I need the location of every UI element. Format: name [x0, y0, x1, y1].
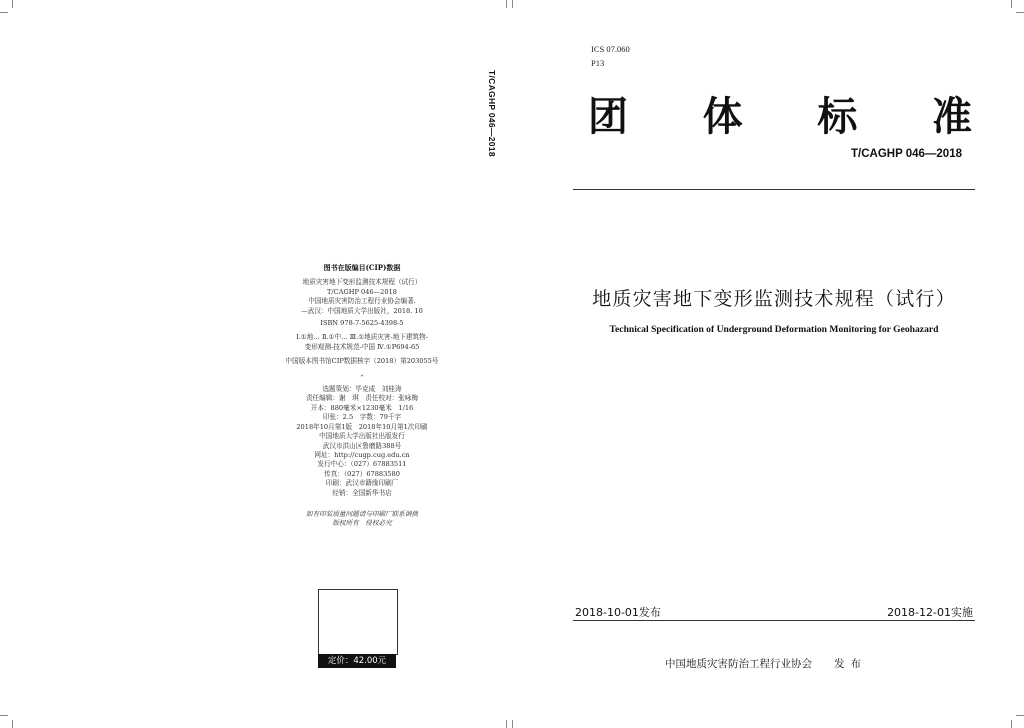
- barcode-placeholder: [318, 589, 398, 655]
- crop-mark: [506, 720, 507, 728]
- category-char: 标: [817, 93, 858, 140]
- document-title-zh: 地质灾害地下变形监测技术规程（试行）: [592, 288, 956, 310]
- cip-separator: *: [360, 373, 364, 380]
- publish-action: 发布: [834, 658, 867, 670]
- credit-line: 发行中心：（027）67883511: [317, 460, 407, 469]
- credit-line: 中国地质大学出版社出版发行: [319, 432, 405, 441]
- footer-divider: [573, 620, 975, 621]
- notice-line: 版权所有 侵权必究: [332, 519, 392, 528]
- standard-number: T/CAGHP 046—2018: [850, 148, 962, 160]
- price-label: 定价：42.00元: [318, 654, 396, 668]
- crop-mark: [512, 0, 513, 8]
- classification-codes: [591, 42, 630, 70]
- crop-mark: [1016, 12, 1024, 13]
- crop-mark: [1016, 715, 1024, 716]
- credit-line: 选题策划：毕克成 刘桂涛: [322, 385, 402, 394]
- credit-line: 开本：880毫米×1230毫米 1/16: [310, 403, 414, 412]
- publisher-line: [665, 656, 867, 671]
- cip-line: 中国版本图书馆CIP数据核字（2018）第203055号: [285, 357, 439, 366]
- credit-line: 武汉市洪山区鲁磨路388号: [322, 441, 402, 450]
- credit-line: 2018年10月第1版 2018年10月第1次印刷: [296, 422, 428, 431]
- publisher-name: 中国地质灾害防治工程行业协会: [665, 658, 812, 670]
- cip-line: 中国地质灾害防治工程行业协会编著.: [308, 297, 416, 306]
- cip-line: ISBN 978-7-5625-4398-5: [320, 319, 404, 328]
- crop-mark: [12, 720, 13, 728]
- release-date: 2018-10-01发布: [575, 606, 661, 619]
- credit-line: 印张：2.5 字数：79千字: [322, 413, 402, 422]
- credit-line: 责任编辑：谢 琪 责任校对：张咏梅: [305, 394, 419, 403]
- ics-code: ICS 07.060: [591, 44, 630, 54]
- cip-line: 变形观测-技术规范-中国 Ⅳ.①P694-65: [304, 342, 420, 351]
- cip-line: —武汉：中国地质大学出版社，2018. 10: [301, 306, 423, 315]
- category-char: 体: [702, 93, 743, 140]
- crop-mark: [0, 715, 8, 716]
- notice-line: 如有印装质量问题请与印刷厂联系调换: [305, 509, 419, 518]
- crop-mark: [12, 0, 13, 8]
- credit-line: 网址：http://cugp.cug.edu.cn: [314, 450, 410, 459]
- credit-line: 印刷：武汉市籍缘印刷厂: [325, 479, 399, 488]
- crop-mark: [0, 12, 8, 13]
- ccs-code: P13: [591, 58, 605, 68]
- cip-line: Ⅰ.①地… Ⅱ.①中… Ⅲ.①地质灾害-地下建筑物-: [296, 333, 428, 342]
- credit-line: 经销：全国新华书店: [332, 488, 392, 497]
- credit-line: 传真：（027）67883580: [324, 469, 400, 478]
- standard-category-heading: [588, 88, 972, 138]
- spine-standard-number: T/CAGHP 046—2018: [487, 70, 497, 157]
- cip-line: 地质灾害地下变形监测技术规程（试行）: [302, 278, 422, 287]
- cip-block: [262, 263, 462, 529]
- date-row: [573, 604, 975, 620]
- crop-mark: [1011, 720, 1012, 728]
- category-char: 团: [588, 93, 628, 140]
- implementation-date: 2018-12-01实施: [887, 606, 973, 619]
- category-char: 准: [931, 93, 972, 140]
- crop-mark: [1011, 0, 1012, 8]
- crop-mark: [512, 720, 513, 728]
- crop-mark: [506, 0, 507, 8]
- header-divider: [573, 189, 975, 190]
- cip-heading: 图书在版编目(CIP)数据: [323, 263, 401, 272]
- cip-line: T/CAGHP 046—2018: [327, 287, 397, 296]
- document-title-en: Technical Specification of Underground Deformation Monitoring for Geohazard: [609, 324, 939, 335]
